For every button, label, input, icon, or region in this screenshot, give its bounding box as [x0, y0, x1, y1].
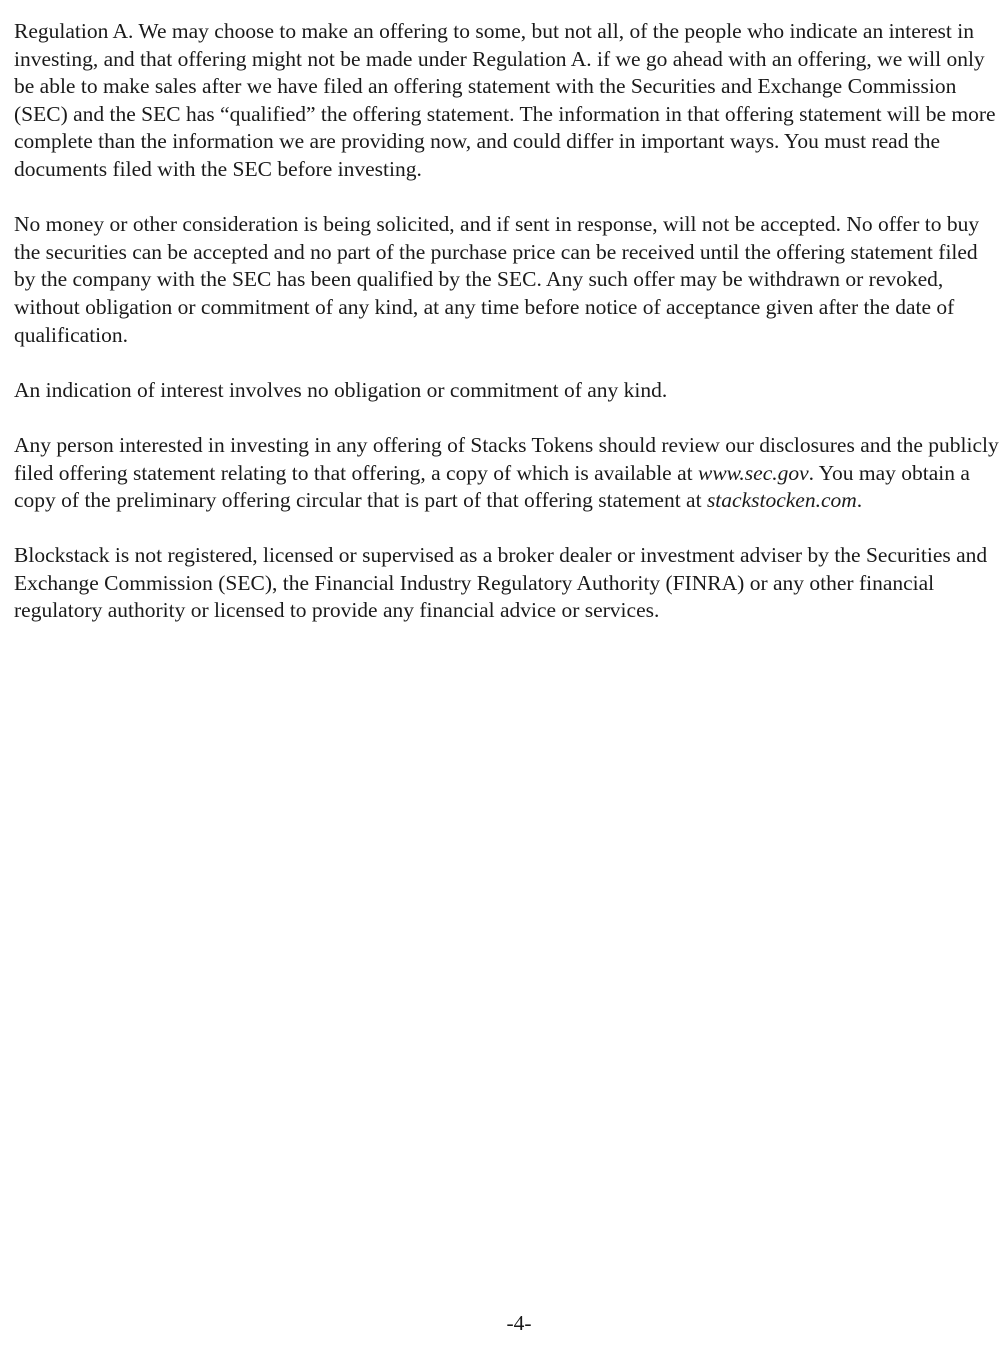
paragraph-review-disclosures: [14, 432, 999, 515]
paragraph-no-solicitation: [14, 211, 999, 349]
paragraph-text: . You may obtain a copy of the preliminary offering circular that is part of that offering statement at: [14, 460, 970, 513]
stackstocken-link[interactable]: stackstocken.com: [706, 488, 857, 513]
document-body: [14, 18, 999, 653]
paragraph-text: No money or other consideration is being solicited, and if sent in response, will not be accepted. No offer to buy the securities can be accepted and no part of the purchase price can be received until the offering statement filed by the company with the SEC has been qualified by the SEC. Any such offer may be withdrawn or revoked, without obligation or commitment of any kind, at any time before notice of acceptance given after the date of qualification.: [14, 212, 980, 347]
sec-gov-link[interactable]: www.sec.gov: [698, 460, 809, 485]
paragraph-text: .: [856, 488, 863, 513]
paragraph-text: Blockstack is not registered, licensed or supervised as a broker dealer or investment adviser by the Securities and Exchange Commission (SEC), the Financial Industry Regulatory Authority (FINRA) or any other financial regulatory authority or licensed to provide any financial advice or services.: [14, 543, 988, 623]
paragraph-not-registered: [14, 542, 999, 625]
paragraph-text: An indication of interest involves no obligation or commitment of any kind.: [14, 377, 668, 402]
paragraph-text: Regulation A. We may choose to make an offering to some, but not all, of the people who indicate an interest in investing, and that offering might not be made under Regulation A. if we go ahead with an offering, we will only be able to make sales after we have filed an offering statement with the Securities and Exchange Commission (SEC) and the SEC has “qualified” the offering statement. The information in that offering statement will be more complete than the information we are providing now, and could differ in important ways. You must read the documents filed with the SEC before investing.: [14, 19, 996, 181]
paragraph-text: Any person interested in investing in any offering of Stacks Tokens should review our disclosures and the publicly filed offering statement relating to that offering, a copy of which is available at: [14, 432, 999, 485]
paragraph-indication-of-interest: [14, 377, 999, 405]
paragraph-regulation-a: [14, 18, 999, 184]
page-number: -4-: [506, 1311, 532, 1335]
